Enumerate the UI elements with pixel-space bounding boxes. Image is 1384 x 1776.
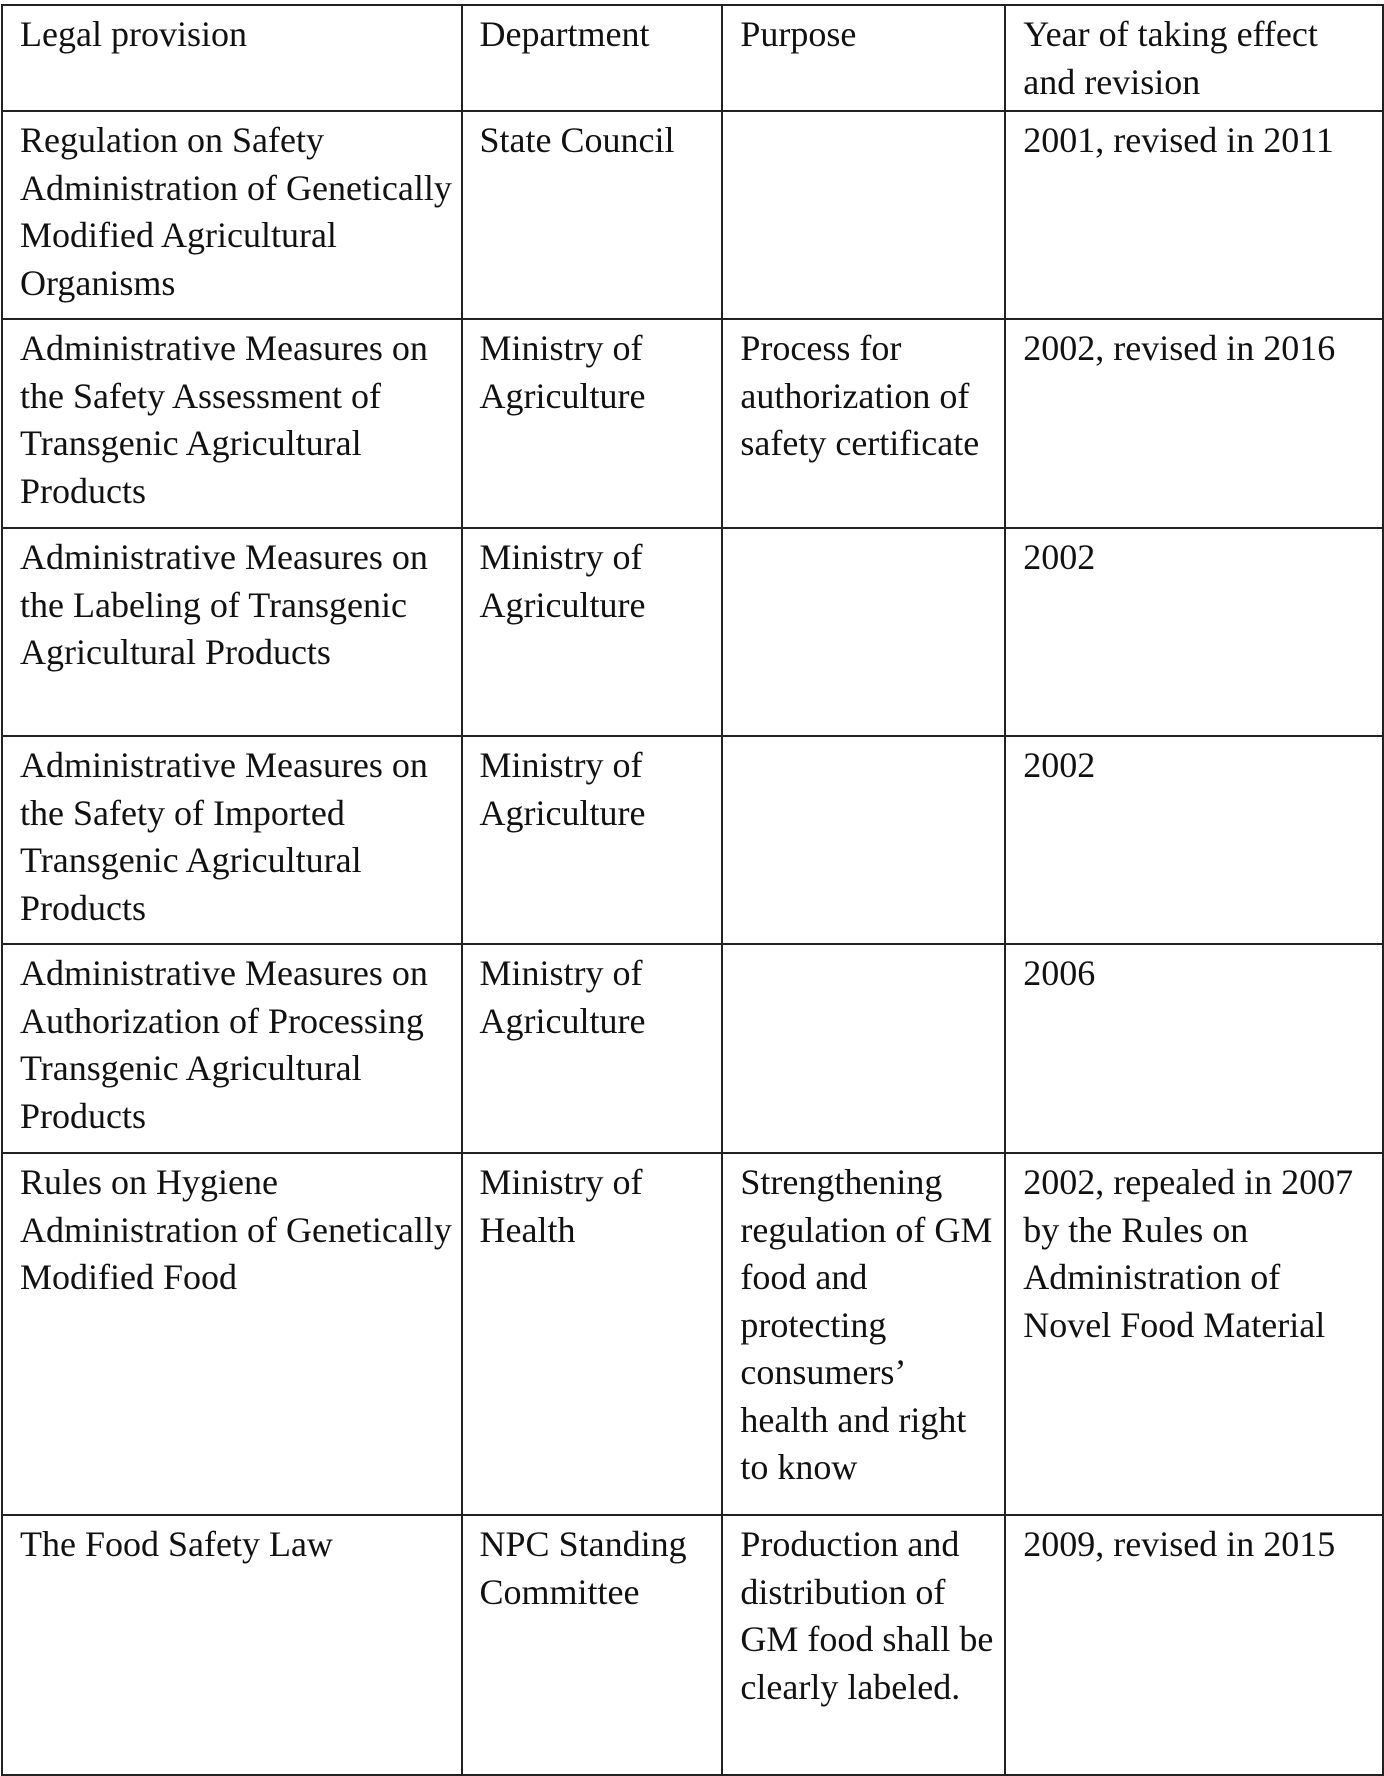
cell-department: Ministry of Agriculture — [462, 736, 723, 944]
cell-department: Ministry of Agriculture — [462, 944, 723, 1153]
cell-provision: Administrative Measures on the Labeling of Transgenic Agricultural Products — [2, 528, 462, 736]
cell-purpose — [722, 736, 1005, 944]
cell-department: State Council — [462, 111, 723, 319]
header-legal-provision: Legal provision — [2, 5, 462, 111]
cell-department: Ministry of Agriculture — [462, 319, 723, 528]
table-header-row — [2, 5, 1383, 111]
table-row — [2, 528, 1383, 736]
cell-provision: The Food Safety Law — [2, 1515, 462, 1775]
table-row — [2, 736, 1383, 944]
cell-year: 2002, repealed in 2007 by the Rules on Administration of Novel Food Material — [1005, 1153, 1383, 1515]
cell-purpose: Strengthening regulation of GM food and protecting consumers’ health and right to know — [722, 1153, 1005, 1515]
cell-provision: Regulation on Safety Administration of Genetically Modified Agricultural Organisms — [2, 111, 462, 319]
cell-purpose — [722, 111, 1005, 319]
cell-year: 2006 — [1005, 944, 1383, 1153]
table-row — [2, 1515, 1383, 1775]
cell-department: Ministry of Health — [462, 1153, 723, 1515]
cell-year: 2009, revised in 2015 — [1005, 1515, 1383, 1775]
table-row — [2, 944, 1383, 1153]
cell-provision: Administrative Measures on Authorization of Processing Transgenic Agricultural Products — [2, 944, 462, 1153]
cell-purpose: Production and distribution of GM food shall be clearly labeled. — [722, 1515, 1005, 1775]
cell-purpose — [722, 944, 1005, 1153]
cell-provision: Administrative Measures on the Safety Assessment of Transgenic Agricultural Products — [2, 319, 462, 528]
cell-purpose: Process for authorization of safety certificate — [722, 319, 1005, 528]
cell-department: NPC Standing Committee — [462, 1515, 723, 1775]
table-row — [2, 319, 1383, 528]
header-year: Year of taking effect and revision — [1005, 5, 1383, 111]
legal-provisions-table — [1, 4, 1384, 1776]
table-row — [2, 1153, 1383, 1515]
cell-provision: Administrative Measures on the Safety of Imported Transgenic Agricultural Products — [2, 736, 462, 944]
cell-department: Ministry of Agriculture — [462, 528, 723, 736]
cell-purpose — [722, 528, 1005, 736]
cell-year: 2002 — [1005, 528, 1383, 736]
cell-year: 2002 — [1005, 736, 1383, 944]
cell-year: 2001, revised in 2011 — [1005, 111, 1383, 319]
header-department: Department — [462, 5, 723, 111]
header-purpose: Purpose — [722, 5, 1005, 111]
cell-provision: Rules on Hygiene Administration of Genetically Modified Food — [2, 1153, 462, 1515]
cell-year: 2002, revised in 2016 — [1005, 319, 1383, 528]
table-row — [2, 111, 1383, 319]
